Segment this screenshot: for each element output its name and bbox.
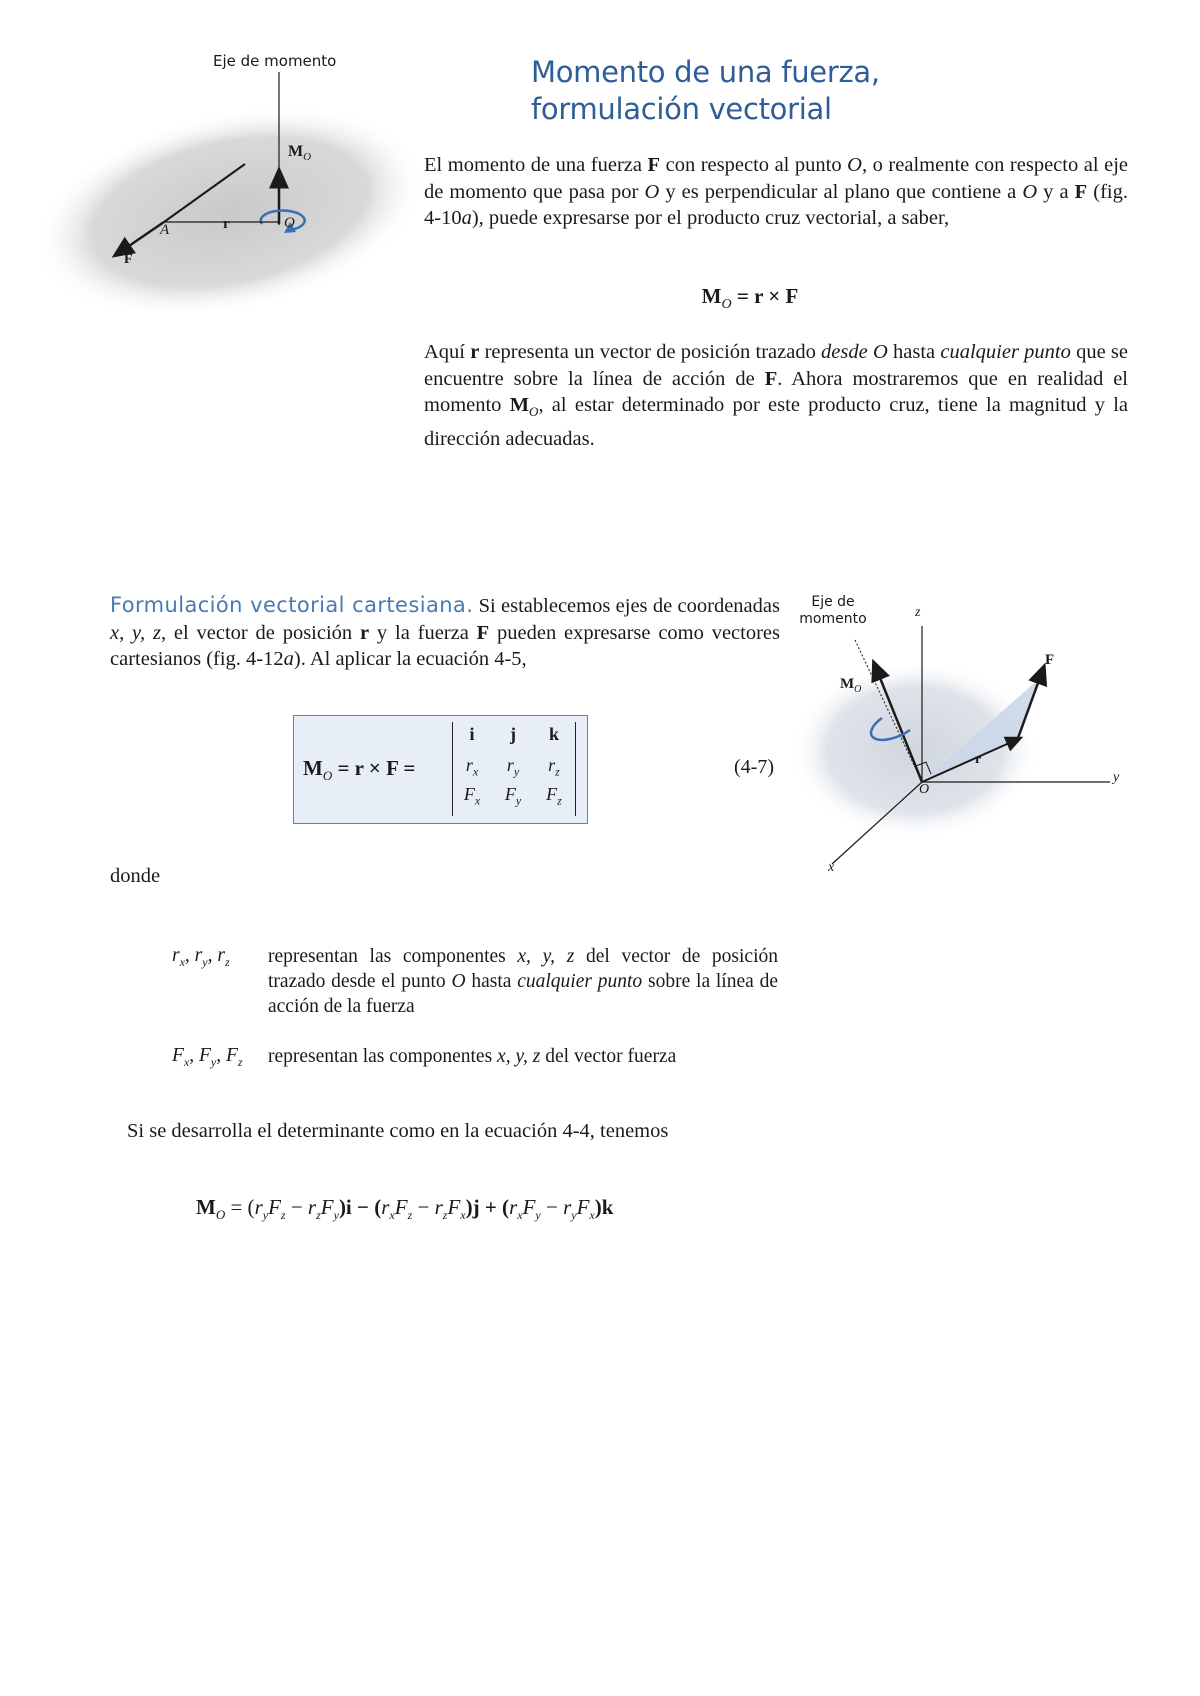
fig2-mo-label: $M_O$ bbox=[840, 676, 862, 695]
fig1-f-label: F bbox=[124, 252, 133, 267]
def1-symbol: $r_x$, $r_y$, $r_z$ bbox=[172, 945, 230, 969]
fig1-o-label: O bbox=[284, 215, 295, 231]
fig1-r-label: r bbox=[223, 216, 230, 232]
section-heading: Formulación vectorial cartesiana. bbox=[110, 593, 474, 617]
donde-label: donde bbox=[110, 865, 161, 887]
def1-text: representan las componentes x, y, z del vector de posición trazado desde el punto O hasta cualquier punto sobre la línea de acción de la fuerza bbox=[268, 946, 778, 1017]
fig2-axis-label: Eje de momento bbox=[799, 594, 867, 627]
det-i: i bbox=[469, 724, 475, 744]
fig2-x-label: x bbox=[828, 860, 835, 875]
det-fy: $F_y$ bbox=[504, 784, 522, 808]
det-lhs: $M_O = r \times F$ = bbox=[303, 756, 416, 784]
fig2-y-label: y bbox=[1113, 770, 1120, 785]
def2-symbol: $F_x$, $F_y$, $F_z$ bbox=[172, 1045, 243, 1069]
fig2-r-label: r bbox=[975, 752, 982, 767]
title-line-1: Momento de una fuerza, bbox=[531, 55, 880, 89]
figure-moment-axis bbox=[40, 40, 420, 310]
det-fx: $F_x$ bbox=[463, 784, 481, 808]
equation-expanded: $M_O = (r_yF_z - r_zF_y)i - (r_xF_z - r_zF_x)j + (r_xF_y - r_yF_x)k$ bbox=[196, 1195, 614, 1223]
fig2-o-label: O bbox=[919, 782, 930, 797]
figure-cartesian-axes bbox=[790, 590, 1120, 880]
plane-shading bbox=[40, 73, 420, 310]
page-title bbox=[531, 54, 1091, 128]
det-j: j bbox=[510, 724, 516, 744]
fig1-a-label: A bbox=[160, 222, 170, 238]
paragraph-intro: El momento de una fuerza F con respecto al punto O, o realmente con respecto al eje de momento que pasa por O y es perpendicular al plano que contiene a O y a F (fig. 4-10a), puede expresarse por el producto cruz vectorial, a saber, bbox=[424, 154, 1128, 230]
paragraph-position-vector: Aquí r representa un vector de posición trazado desde O hasta cualquier punto que se encuentre sobre la línea de acción de F. Ahora mostraremos que en realidad el momento $M_O$, al estar determinado por este producto cruz, tiene la magnitud y la dirección adecuadas. bbox=[424, 341, 1128, 450]
det-rz: $r_z$ bbox=[548, 755, 560, 779]
det-rx: $r_x$ bbox=[465, 755, 479, 779]
expansion-intro: Si se desarrolla el determinante como en la ecuación 4-4, tenemos bbox=[127, 1120, 669, 1142]
fig2-f-label: F bbox=[1045, 652, 1055, 668]
title-line-2: formulación vectorial bbox=[531, 92, 832, 126]
section-cartesian: Formulación vectorial cartesiana. Si establecemos ejes de coordenadas x, y, z, el vector de posición r y la fuerza F pueden expresarse como vectores cartesianos (fig. 4-12a). Al aplicar la ecuación 4-5, bbox=[110, 593, 780, 671]
def2-text: representan las componentes x, y, z del vector fuerza bbox=[268, 1046, 677, 1067]
det-fz: $F_z$ bbox=[546, 784, 562, 808]
plane-shading-2 bbox=[790, 660, 1040, 840]
determinant-matrix bbox=[452, 722, 576, 816]
fig2-z-label: z bbox=[915, 605, 921, 620]
equation-number: (4-7) bbox=[734, 756, 774, 778]
equation-cross-product: $M_O = r \times F$ bbox=[701, 284, 799, 313]
fig1-axis-label: Eje de momento bbox=[213, 52, 337, 70]
det-ry: $r_y$ bbox=[506, 755, 520, 779]
det-k: k bbox=[548, 724, 559, 744]
fig1-mo-label: $M_O$ bbox=[288, 143, 312, 164]
